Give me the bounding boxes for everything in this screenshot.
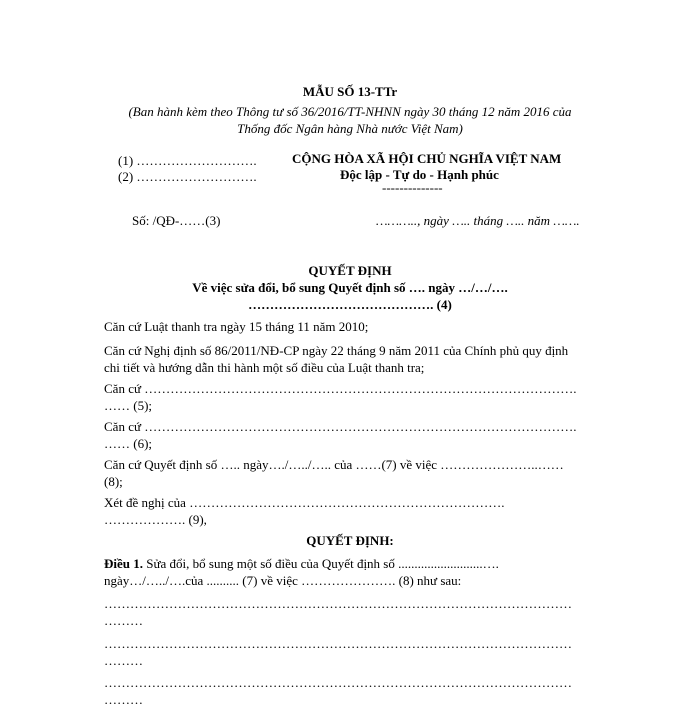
article-1-line1	[104, 556, 499, 572]
left-header-line2: (2) ……………………….	[118, 169, 257, 184]
decision-title: QUYẾT ĐỊNH	[308, 263, 392, 278]
basis-4-line2: …… (6);	[104, 436, 153, 451]
fill-line-end: ………	[104, 653, 143, 668]
fill-line-end: ………	[104, 613, 143, 628]
basis-2-line1: Căn cứ Nghị định số 86/2011/NĐ-CP ngày 22 tháng 9 năm 2011 của Chính phủ quy định	[104, 343, 569, 358]
issued-note-line1: (Ban hành kèm theo Thông tư số 36/2016/TT-NHNN ngày 30 tháng 12 năm 2016 của	[128, 104, 572, 119]
basis-3-line1: Căn cứ ……………………………………………………………………………………….	[104, 381, 577, 396]
form-code: MẪU SỐ 13-TTr	[302, 84, 398, 99]
decision-heading: QUYẾT ĐỊNH:	[306, 533, 394, 548]
basis-5-line1: Căn cứ Quyết định số ….. ngày…./…../….. của ……(7) về việc …………………..……	[104, 457, 564, 472]
document-number: Số: /QĐ-……(3)	[132, 213, 221, 228]
basis-1: Căn cứ Luật thanh tra ngày 15 tháng 11 năm 2010;	[104, 319, 369, 334]
fill-line-end: ………	[104, 692, 143, 707]
place-date: ……….., ngày ….. tháng ….. năm …….	[376, 213, 580, 228]
basis-4-line1: Căn cứ ……………………………………………………………………………………….	[104, 419, 577, 434]
national-title: CỘNG HÒA XÃ HỘI CHỦ NGHĨA VIỆT NAM	[292, 151, 562, 166]
decision-subject-line2: ……………………………………. (4)	[248, 297, 452, 312]
motto-divider: --------------	[382, 180, 443, 195]
article-1-line2: ngày…/…../….của .......... (7) về việc …………………. (8) như sau:	[104, 573, 462, 588]
left-header-line1: (1) ……………………….	[118, 153, 257, 168]
article-1-label: Điều 1.	[104, 556, 143, 571]
fill-line: ………………………………………………………………………………………………	[104, 636, 572, 651]
basis-3-line2: …… (5);	[104, 398, 153, 413]
national-motto: Độc lập - Tự do - Hạnh phúc	[340, 167, 499, 182]
basis-5-line2: (8);	[104, 474, 123, 489]
fill-line: ………………………………………………………………………………………………	[104, 675, 572, 690]
fill-line: ………………………………………………………………………………………………	[104, 596, 572, 611]
issued-note-line2: Thống đốc Ngân hàng Nhà nước Việt Nam)	[237, 121, 463, 136]
decision-subject: Về việc sửa đổi, bổ sung Quyết định số …. ngày …/…/….	[192, 280, 508, 295]
consideration-line1: Xét đề nghị của ……………………………………………………………….	[104, 495, 505, 510]
basis-2-line2: chi tiết và hướng dẫn thi hành một số điều của Luật thanh tra;	[104, 360, 425, 375]
article-1-text: Sửa đổi, bổ sung một số điều của Quyết định số ..........................….	[143, 556, 499, 571]
consideration-line2: ………………. (9),	[104, 512, 207, 527]
